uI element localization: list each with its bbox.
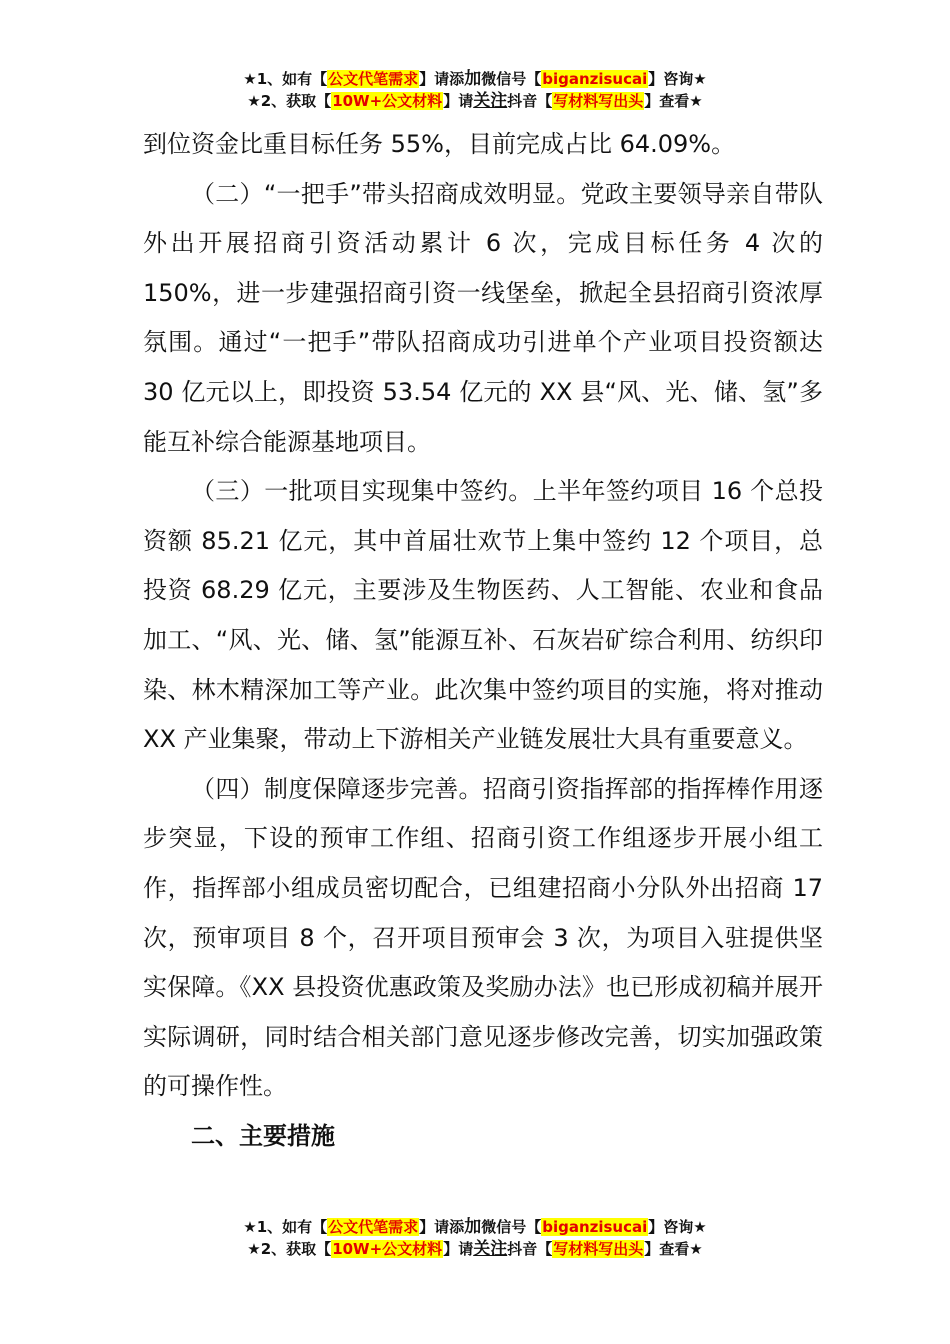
promo-highlight: 公文代笔需求 bbox=[328, 70, 419, 88]
promo-emphasis: 关注 bbox=[473, 1239, 508, 1259]
promo-emphasis: 关注 bbox=[473, 91, 508, 111]
promo-line-2 bbox=[0, 90, 950, 112]
promo-text: 抖音【 bbox=[507, 1240, 553, 1258]
promo-highlight: biganzisucai bbox=[542, 70, 648, 88]
promo-text: 】请 bbox=[443, 1240, 474, 1258]
promo-line-1 bbox=[0, 68, 950, 90]
promo-highlight: 写材料写出头 bbox=[553, 92, 644, 110]
promo-text: 】咨询★ bbox=[648, 1218, 707, 1236]
promo-line-2 bbox=[0, 1238, 950, 1260]
promo-text: 微信号【 bbox=[481, 1218, 542, 1236]
promo-emphasis: 加 bbox=[464, 69, 482, 89]
section-heading: 二、主要措施 bbox=[191, 1121, 335, 1150]
promo-text: 抖音【 bbox=[507, 92, 553, 110]
promo-text: 】请添 bbox=[419, 70, 465, 88]
promo-highlight: biganzisucai bbox=[542, 1218, 648, 1236]
document-body bbox=[143, 120, 823, 1161]
paragraph-section-4: （四）制度保障逐步完善。招商引资指挥部的指挥棒作用逐步突显，下设的预审工作组、招商引资工作组逐步开展小组工作，指挥部小组成员密切配合，已组建招商小分队外出招商 17 次，预审项目 8 个，召开项目预审会 3 次，为项目入驻提供坚实保障。《XX 县投资优惠政策及奖励办法》也已形成初稿并展开实际调研，同时结合相关部门意见逐步修改完善，切实加强政策的可操作性。 bbox=[143, 774, 823, 1101]
paragraph-continuation: 到位资金比重目标任务 55%，目前完成占比 64.09%。 bbox=[143, 130, 736, 158]
promo-text: 微信号【 bbox=[481, 70, 542, 88]
promo-text: ★1、如有【 bbox=[243, 1218, 328, 1236]
promo-text: 】请 bbox=[443, 92, 474, 110]
promo-text: ★1、如有【 bbox=[243, 70, 328, 88]
promo-highlight: 10W+公文材料 bbox=[332, 92, 443, 110]
header-promo-banner bbox=[0, 68, 950, 112]
promo-text: ★2、获取【 bbox=[247, 92, 332, 110]
footer-promo-banner bbox=[0, 1216, 950, 1260]
paragraph-section-3: （三）一批项目实现集中签约。上半年签约项目 16 个总投资额 85.21 亿元，其中首届壮欢节上集中签约 12 个项目，总投资 68.29 亿元，主要涉及生物医药、人工智能、农业和食品加工、“风、光、储、氢”能源互补、石灰岩矿综合利用、纺织印染、林木精深加工等产业。此次集中签约项目的实施，将对推动 XX 产业集聚，带动上下游相关产业链发展壮大具有重要意义。 bbox=[143, 477, 823, 754]
paragraph-section-2: （二）“一把手”带头招商成效明显。党政主要领导亲自带队外出开展招商引资活动累计 6 次，完成目标任务 4 次的 150%，进一步建强招商引资一线堡垒，掀起全县招商引资浓厚氛围。通过“一把手”带队招商成功引进单个产业项目投资额达 30 亿元以上，即投资 53.54 亿元的 XX 县“风、光、储、氢”多能互补综合能源基地项目。 bbox=[143, 179, 823, 456]
promo-highlight: 10W+公文材料 bbox=[332, 1240, 443, 1258]
promo-highlight: 写材料写出头 bbox=[553, 1240, 644, 1258]
promo-text: 】咨询★ bbox=[648, 70, 707, 88]
promo-text: 】查看★ bbox=[644, 92, 703, 110]
promo-text: ★2、获取【 bbox=[247, 1240, 332, 1258]
promo-text: 】查看★ bbox=[644, 1240, 703, 1258]
promo-line-1 bbox=[0, 1216, 950, 1238]
promo-emphasis: 加 bbox=[464, 1217, 482, 1237]
promo-text: 】请添 bbox=[419, 1218, 465, 1236]
promo-highlight: 公文代笔需求 bbox=[328, 1218, 419, 1236]
